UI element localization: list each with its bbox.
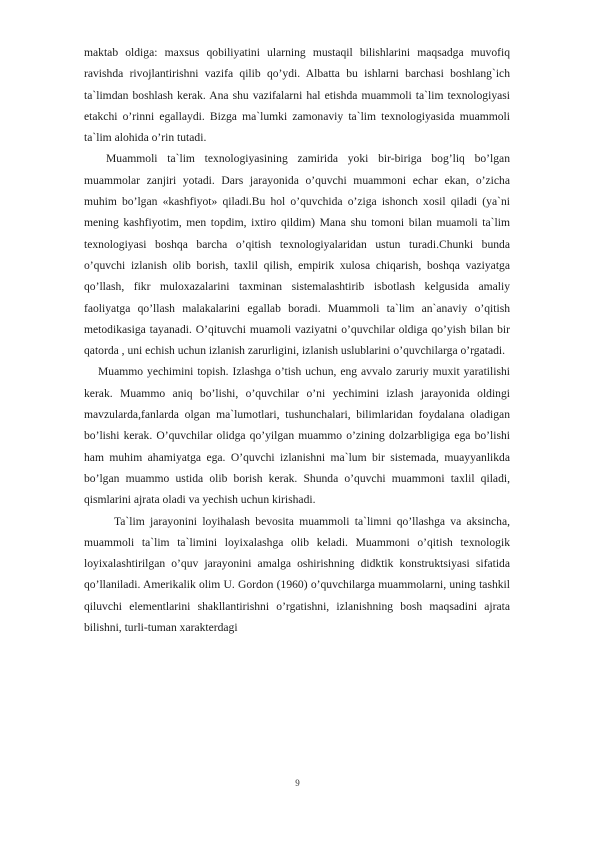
body-text (84, 42, 510, 638)
paragraph-3: Muammo yechimini topish. Izlashga o’tish uchun, eng avvalo zaruriy muxit yaratilishi kerak. Muammo aniq bo’lishi, o’quvchilar o’ni yechimini izlash jarayonida oldingi mavzularda,fanlarda olgan ma`lumotlari, tushunchalari, bilimlaridan foydalana oladigan bo’lishi kerak. O’quvchilar olidga qo’yilgan muammo o’zining dolzarbligiga ega bo’lishi ham muhim ahamiyatga ega. O’quvchi izlanishni ma`lum bir sistemada, muayyanlikda bo’lgan muammo ustida olib borish kerak. Shunda o’quvchi muammoni taxlil qiladi, qismlarini ajrata oladi va yechish uchun kirishadi. (84, 365, 510, 507)
paragraph-1: maktab oldiga: maxsus qobiliyatini ularning mustaqil bilishlarini maqsadga muvofiq ravishda rivojlantirishni vazifa qilib qo’ydi. Albatta bu ishlarni barchasi boshlang`ich ta`limdan boshlash kerak. Ana shu vazifalarni hal etishda muammoli ta`lim texnologiyasi etakchi o’rinni egallaydi. Bizga ma`lumki zamonaviy ta`lim texnologiyasida muammoli ta`lim alohida o’rin tutadi. (84, 46, 510, 145)
paragraph-2: Muammoli ta`lim texnologiyasining zamirida yoki bir-biriga bog’liq bo’lgan muammolar zanjiri yotadi. Dars jarayonida o’quvchi muammoni echar ekan, o’zicha muhim bo’lgan «kashfiyot» qiladi.Bu hol o’quvchida o’ziga ishonch xosil qiladi (ya`ni mening kashfiyotim, men topdim, ixtiro qildim) Mana shu tomoni bilan muamoli ta`lim texnologiyasi boshqa barcha o’qitish texnologiyalaridan ustun turadi.Chunki bunda o’quvchi izlanish olib borish, taxlil qilish, empirik xulosa chiqarish, boshqa vaziyatga qo’llash, fikr muloxazalarini taxminan sistemalashtirib isbotlash kelgusida amaliy faoliyatga qo’llash malakalarini egallab boradi. Muammoli ta`lim an`anaviy o’qitish metodikasiga tayanadi. O’qituvchi muamoli vaziyatni o’quvchilar oldiga qo’yish bilan bir qatorda , uni echish uchun izlanish zarurligini, izlanish uslublarini o’quvchilarga o’rgatadi. (84, 152, 510, 358)
paragraph-4: Ta`lim jarayonini loyihalash bevosita muammoli ta`limni qo’llashga va aksincha, muammoli ta`lim ta`limini loyixalashga olib keladi. Muammoni o’qitish texnologik loyixalashtirilgan o’quv jarayonini amalga oshirishning didktik konstruktsiyasi sifatida qo’llaniladi. Amerikalik olim U. Gordon (1960) o’quvchilarga muammolarni, uning tashkil qiluvchi elementlarini shakllantirishni o’rgatishni, izlanishning bosh maqsadini ajrata bilishni, turli-tuman xarakterdagi (84, 514, 510, 635)
page-number: 9 (295, 778, 300, 788)
